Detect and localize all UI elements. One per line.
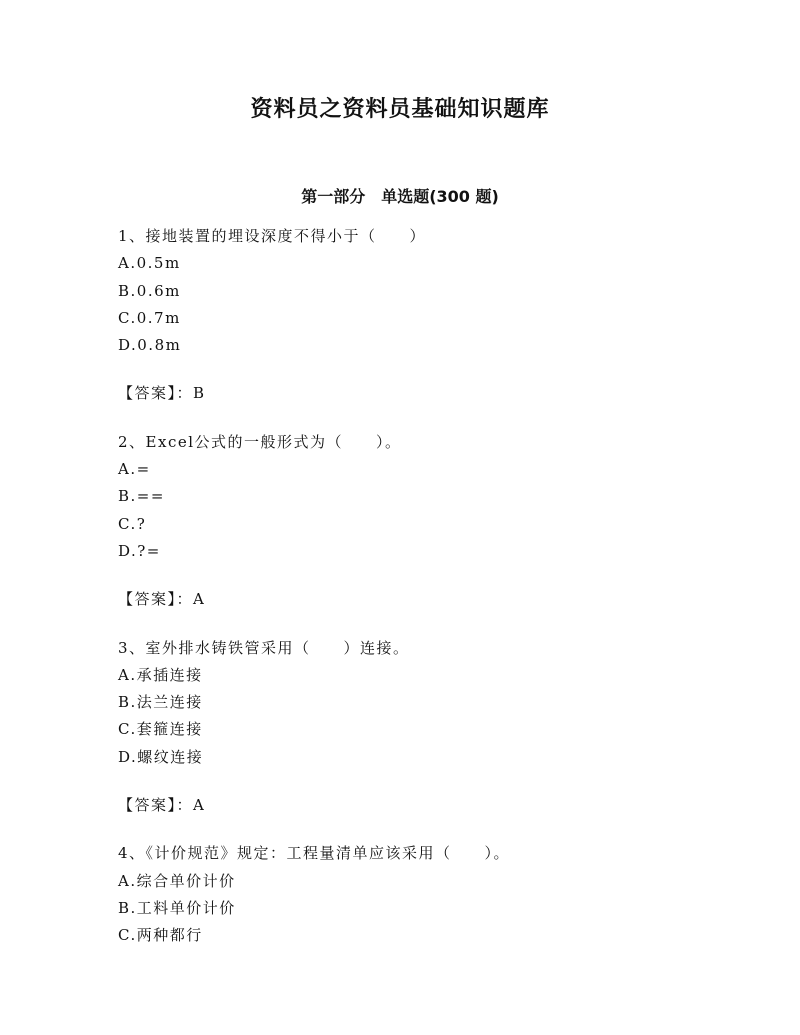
option-d: D.?= — [118, 541, 161, 560]
option-a: A.0.5m — [118, 254, 181, 273]
option-d: D.0.8m — [118, 336, 182, 355]
option-c: C.0.7m — [118, 308, 181, 327]
option-a: A.= — [118, 460, 151, 479]
option-a: A.综合单价计价 — [118, 871, 236, 890]
question-2 — [118, 429, 738, 614]
answer-line: 【答案】：B — [118, 384, 206, 403]
question-text: 1、接地装置的埋设深度不得小于（ ） — [118, 227, 427, 245]
option-b: B.法兰连接 — [118, 693, 203, 712]
question-1 — [118, 223, 738, 408]
document-title: 资料员之资料员基础知识题库 — [250, 96, 550, 122]
question-text: 4、《计价规范》规定：工程量清单应该采用（ ）。 — [118, 844, 511, 863]
option-c: C.套箍连接 — [118, 720, 203, 739]
option-b: B.工料单价计价 — [118, 898, 236, 917]
option-d: D.螺纹连接 — [118, 747, 204, 766]
question-list — [118, 223, 738, 971]
answer-line: 【答案】：A — [118, 590, 206, 609]
question-4 — [118, 840, 738, 949]
option-c: C.? — [118, 514, 147, 533]
question-3 — [118, 635, 738, 820]
option-a: A.承插连接 — [118, 665, 203, 684]
section-title: 第一部分 单选题(300 题) — [301, 187, 499, 206]
question-text: 2、Excel公式的一般形式为（ ）。 — [118, 432, 402, 451]
option-b: B.0.6m — [118, 281, 181, 300]
option-c: C.两种都行 — [118, 926, 203, 945]
question-text: 3、室外排水铸铁管采用（ ）连接。 — [118, 638, 410, 657]
answer-line: 【答案】：A — [118, 796, 206, 815]
option-b: B.== — [118, 487, 165, 506]
